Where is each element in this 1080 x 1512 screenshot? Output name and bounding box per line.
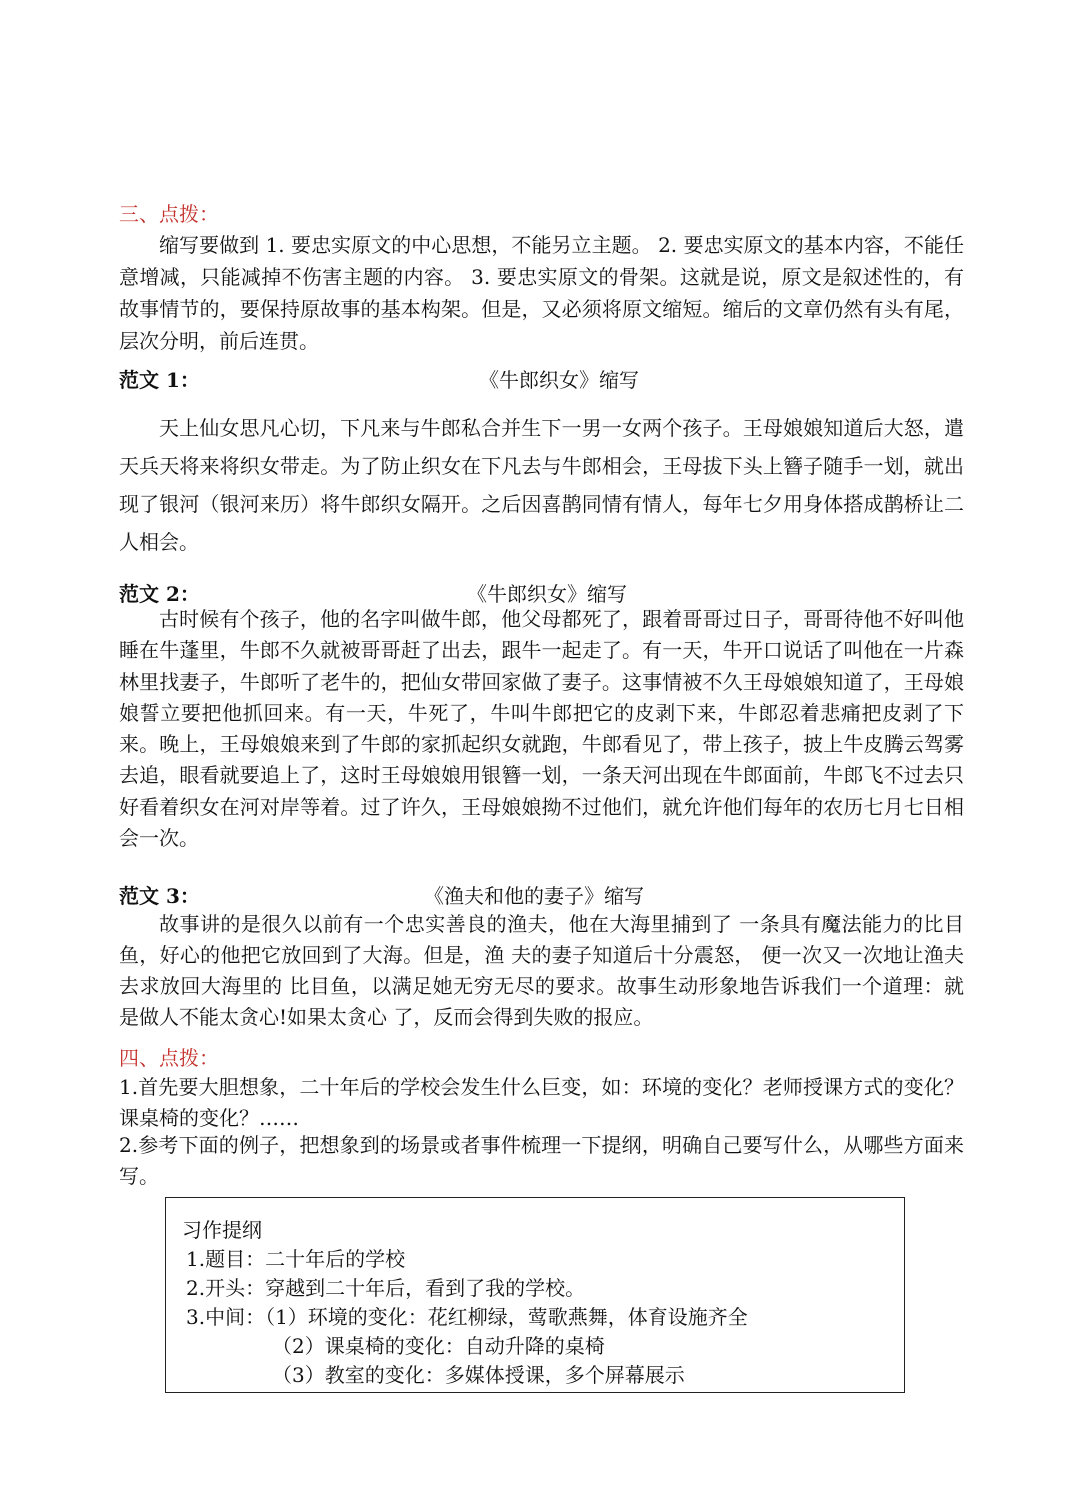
section4-heading: 四、点拨： bbox=[119, 1046, 219, 1070]
example3-label: 范文 3： bbox=[119, 884, 200, 908]
outline-line-5: （3）教室的变化：多媒体授课，多个屏幕展示 bbox=[272, 1363, 685, 1387]
example1-title: 《牛郎织女》缩写 bbox=[479, 368, 639, 392]
outline-title: 习作提纲 bbox=[182, 1218, 262, 1242]
outline-line-1: 1.题目：二十年后的学校 bbox=[186, 1247, 406, 1271]
section3-paragraph: 缩写要做到 1. 要忠实原文的中心思想，不能另立主题。 2. 要忠实原文的基本内容，不能任意增减，只能减掉不伤害主题的内容。 3. 要忠实原文的骨架。这就是说，原文是叙述性的，有故事情节的，要保持原故事的基本构架。但是，又必须将原文缩短。缩后的文章仍然有头有尾，层次分明，前后连贯。 bbox=[119, 233, 964, 353]
outline-box bbox=[165, 1197, 905, 1393]
example2-title: 《牛郎织女》缩写 bbox=[467, 582, 627, 606]
outline-line-2: 2.开头：穿越到二十年后，看到了我的学校。 bbox=[186, 1276, 586, 1300]
example2-label: 范文 2： bbox=[119, 582, 200, 606]
section3-heading: 三、点拨： bbox=[119, 202, 219, 226]
outline-line-3: 3.中间：（1）环境的变化：花红柳绿，莺歌燕舞，体育设施齐全 bbox=[186, 1305, 748, 1329]
section4-item2: 2.参考下面的例子，把想象到的场景或者事件梳理一下提纲，明确自己要写什么，从哪些方面来写。 bbox=[119, 1133, 964, 1188]
example1-label: 范文 1： bbox=[119, 368, 200, 392]
example1-header bbox=[119, 364, 964, 394]
example1-text: 天上仙女思凡心切，下凡来与牛郎私合并生下一男一女两个孩子。王母娘娘知道后大怒，遣天兵天将来将织女带走。为了防止织女在下凡去与牛郎相会，王母拔下头上簪子随手一划，就出现了银河（银河来历）将牛郎织女隔开。之后因喜鹊同情有情人，每年七夕用身体搭成鹊桥让二人相会。 bbox=[119, 416, 964, 554]
example3-header bbox=[119, 880, 964, 910]
section4-item1: 1.首先要大胆想象，二十年后的学校会发生什么巨变，如：环境的变化？老师授课方式的变化？课桌椅的变化？…… bbox=[119, 1075, 964, 1130]
outline-line-4: （2）课桌椅的变化：自动升降的桌椅 bbox=[272, 1334, 605, 1358]
example2-text: 古时候有个孩子，他的名字叫做牛郎，他父母都死了，跟着哥哥过日子，哥哥待他不好叫他睡在牛蓬里，牛郎不久就被哥哥赶了出去，跟牛一起走了。有一天，牛开口说话了叫他在一片森林里找妻子，牛郎听了老牛的，把仙女带回家做了妻子。这事情被不久王母娘娘知道了，王母娘娘誓立要把他抓回来。有一天，牛死了，牛叫牛郎把它的皮剥下来，牛郎忍着悲痛把皮剥了下来。晚上，王母娘娘来到了牛郎的家抓起织女就跑，牛郎看见了，带上孩子，披上牛皮腾云驾雾去追，眼看就要追上了，这时王母娘娘用银簪一划，一条天河出现在牛郎面前，牛郎飞不过去只好看着织女在河对岸等着。过了许久，王母娘娘拗不过他们，就允许他们每年的农历七月七日相会一次。 bbox=[119, 607, 964, 851]
example3-text: 故事讲的是很久以前有一个忠实善良的渔夫，他在大海里捕到了 一条具有魔法能力的比目鱼，好心的他把它放回到了大海。但是，渔 夫的妻子知道后十分震怒， 便一次又一次地让渔夫去求放回大海里的 比目鱼，以满足她无穷无尽的要求。故事生动形象地告诉我们一个道理：就是做人不能太贪心!如果太贪心 了，反而会得到失败的报应。 bbox=[119, 912, 964, 1029]
example3-title: 《渔夫和他的妻子》缩写 bbox=[424, 884, 644, 908]
